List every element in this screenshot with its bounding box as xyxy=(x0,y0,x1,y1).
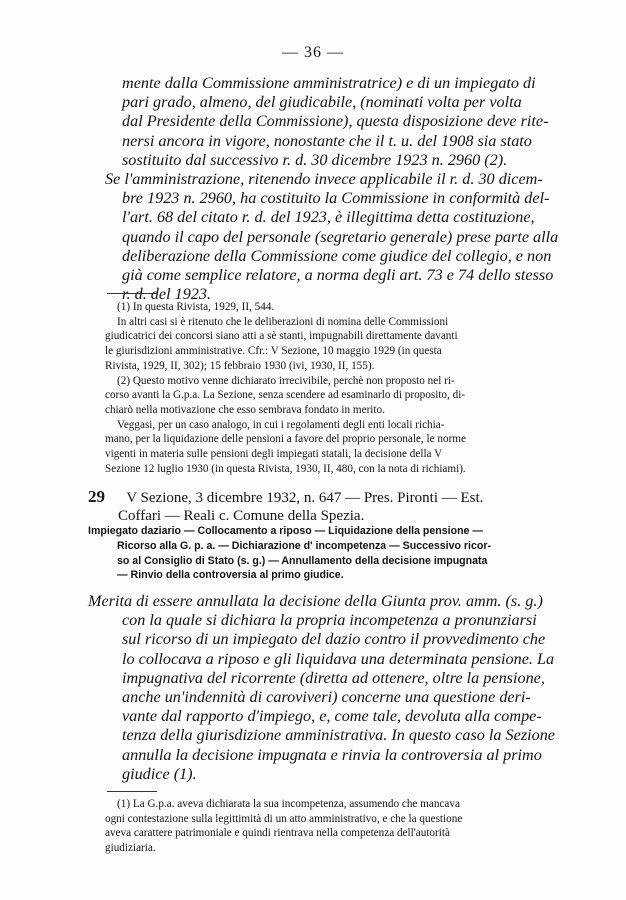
text-line: annulla la decisione impugnata e rinvia la controversia al primo xyxy=(122,745,542,764)
text-line: anche un'indennità di caroviveri) concerne una questione deri- xyxy=(122,688,531,707)
case-number: 29 xyxy=(88,487,105,506)
footnote-text: le giurisdizioni amministrative. Cfr.: V Sezione, 10 maggio 1929 (in questa xyxy=(105,345,442,358)
text-line: dal Presidente della Commissione), questa disposizione deve rite- xyxy=(122,112,549,131)
footnote-text: corso avanti la G.p.a. La Sezione, senza scendere ad esaminarlo di proposito, di- xyxy=(105,389,466,402)
text-line: deliberazione della Commissione come giudice del collegio, e non xyxy=(122,246,552,265)
text-line: pari grado, almeno, del giudicabile, (nominati volta per volta xyxy=(122,93,522,112)
footnote-text: Sezione 12 luglio 1930 (in questa Rivista, 1930, II, 480, con la nota di richiami). xyxy=(105,462,466,475)
footnote-text: giudiziaria. xyxy=(105,842,156,855)
footnotes-section xyxy=(0,797,626,856)
text-line: già come semplice relatore, a norma degli art. 73 e 74 dello stesso xyxy=(122,266,554,285)
text-line: sul ricorso di un impiegato del dazio contro il provvedimento che xyxy=(122,630,546,649)
text-line: giudice (1). xyxy=(122,764,197,783)
footnote-text: vigenti in materia sulle pensioni degli impiegati statali, la decisione della V xyxy=(105,448,443,461)
footnote-text: chiarò nella motivazione che esso sembrava fondato in merito. xyxy=(105,403,385,416)
case-summary xyxy=(0,524,626,583)
summary-line: Ricorso alla G. p. a. — Dichiarazione d' incompetenza — Successivo ricor- xyxy=(117,539,491,552)
footnote-text: mano, per la liquidazione delle pensioni a favore del proprio personale, le norme xyxy=(105,433,466,446)
footnote-1: (1) La G.p.a. aveva dichiarata la sua incompetenza, assumendo che mancava xyxy=(117,798,460,810)
text-line: Se l'amministrazione, ritenendo invece applicabile il r. d. 30 dicem- xyxy=(105,170,543,188)
text-line: quando il capo del personale (segretario generale) prese parte alla xyxy=(122,227,559,246)
main-text-continuation xyxy=(0,74,626,170)
text-line: r. d. del 1923. xyxy=(122,285,212,304)
footnote-divider xyxy=(107,293,157,294)
case-citation: V Sezione, 3 dicembre 1932, n. 647 — Pres. Pironti — Est. xyxy=(126,490,484,506)
page-number: — 36 — xyxy=(282,44,344,61)
footnote-2: (2) Questo motivo venne dichiarato irrecivibile, perchè non proposto nel ri- xyxy=(117,374,455,387)
footnotes-section xyxy=(0,300,626,476)
case-heading xyxy=(0,488,626,525)
text-line: bre 1923 n. 2960, ha costituito la Commissione in conformità del- xyxy=(122,189,550,208)
summary-line: — Rinvio della controversia al primo giudice. xyxy=(117,569,344,582)
footnote-text: Veggasi, per un caso analogo, in cui i regolamenti degli enti locali richia- xyxy=(117,418,445,431)
footnote-text: aveva carattere patrimoniale e quindi rientrava nella competenza dell'autorità xyxy=(105,827,450,840)
footnote-1: (1) In questa Rivista, 1929, II, 544. xyxy=(117,301,275,313)
text-line: con la quale si dichiara la propria incompetenza a pronunziarsi xyxy=(122,611,537,630)
footnote-divider xyxy=(107,791,157,792)
text-line: vante dal rapporto d'impiego, e, come tale, devoluta alla compe- xyxy=(122,707,542,726)
text-line: sostituito dal successivo r. d. 30 dicembre 1923 n. 2960 (2). xyxy=(122,150,508,169)
case-massima xyxy=(0,592,626,784)
footnote-text: In altri casi si è ritenuto che le deliberazioni di nomina delle Commissioni xyxy=(117,315,449,328)
footnote-text: giudicatrici dei concorsi siano atti a sè stanti, impugnabili direttamente davanti xyxy=(105,330,458,343)
text-line: lo collocava a riposo e gli liquidava una determinata pensione. La xyxy=(122,649,555,668)
summary-line: so al Consiglio di Stato (s. g.) — Annullamento della decisione impugnata xyxy=(117,554,488,567)
text-line: Merita di essere annullata la decisione della Giunta prov. amm. (s. g.) xyxy=(88,592,543,610)
case-parties: Coffari — Reali c. Comune della Spezia. xyxy=(118,507,365,524)
footnote-text: Rivista, 1929, II, 302); 15 febbraio 1930 (ivi, 1930, II, 155). xyxy=(105,359,375,372)
main-text-paragraph xyxy=(0,170,626,304)
footnote-text: ogni contestazione sulla legittimità di un atto amministrativo, e che la questione xyxy=(105,812,463,825)
text-line: impugnativa del ricorrente (diretta ad ottenere, oltre la pensione, xyxy=(122,668,545,687)
text-line: tenza della giurisdizione amministrativa. In questo caso la Sezione xyxy=(122,726,555,745)
summary-line: Impiegato daziario — Collocamento a riposo — Liquidazione della pensione — xyxy=(88,525,483,537)
text-line: nersi ancora in vigore, nonostante che il t. u. del 1908 sia stato xyxy=(122,131,532,150)
text-line: mente dalla Commissione amministratrice) e di un impiegato di xyxy=(122,74,536,92)
text-line: l'art. 68 del citato r. d. del 1923, è illegittima detta costituzione, xyxy=(122,208,535,227)
